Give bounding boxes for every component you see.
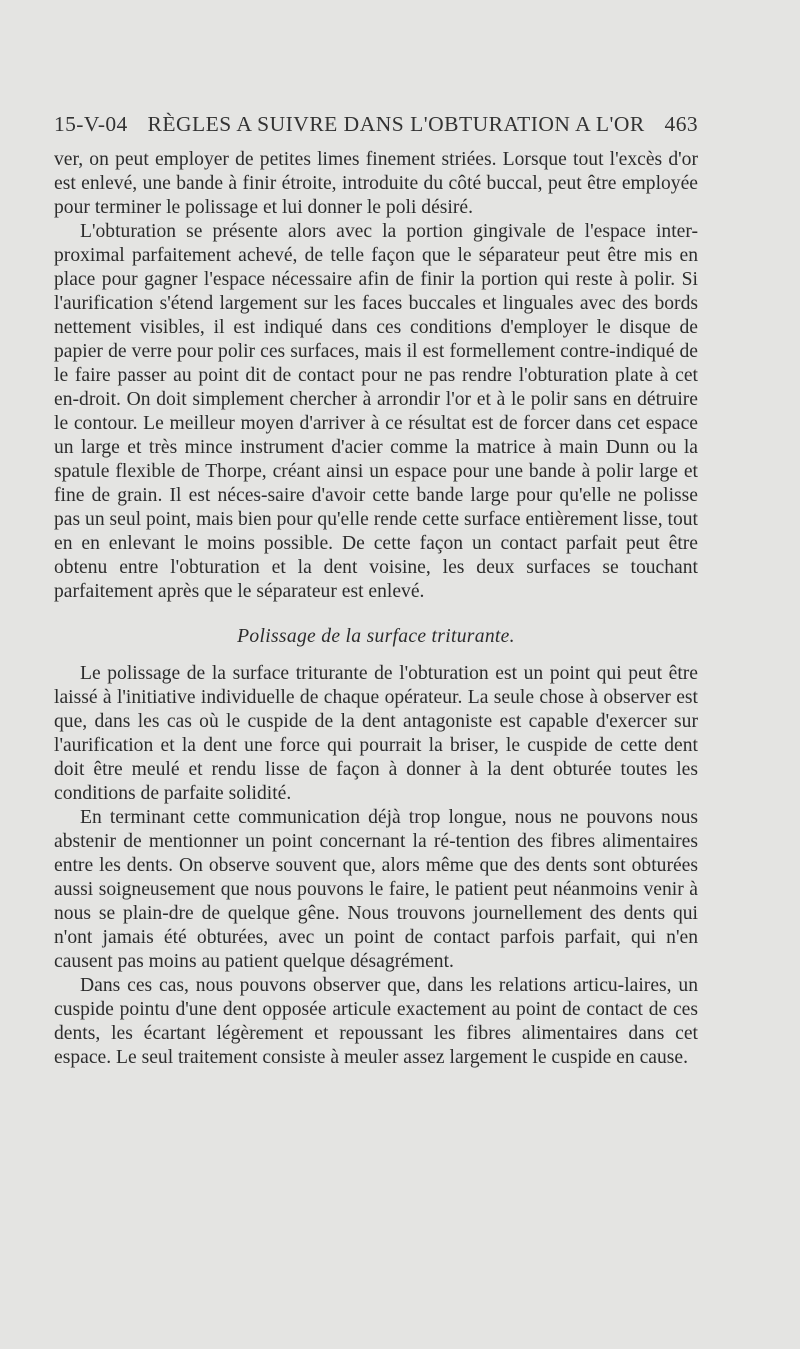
paragraph-1: ver, on peut employer de petites limes finement striées. Lorsque tout l'excès d'or est enlevé, une bande à finir étroite, introduite du côté buccal, peut être employée pour terminer le polissage et lui donner le poli désiré.: [54, 149, 698, 218]
paragraph-5: Dans ces cas, nous pouvons observer que, dans les relations articu-laires, un cuspide pointu d'une dent opposée articule exactement au point de contact de ces dents, les écartant légèrement et repoussant les fibres alimentaires dans cet espace. Le seul traitement consiste à meuler assez largement le cuspide en cause.: [54, 975, 698, 1068]
section-heading: Polissage de la surface triturante.: [237, 626, 515, 647]
paragraph-2: L'obturation se présente alors avec la portion gingivale de l'espace inter-proximal parfaitement achevé, de telle façon que le séparateur peut être mis en place pour gagner l'espace nécessaire afin de finir la portion qui reste à polir. Si l'aurification s'étend largement sur les faces buccales et linguales avec des bords nettement visibles, il est indiqué dans ces conditions d'employer le disque de papier de verre pour polir ces surfaces, mais il est formellement contre-indiqué de le faire passer au point dit de contact pour ne pas rendre l'obturation plate à cet en-droit. On doit simplement chercher à arrondir l'or et à le polir sans en détruire le contour. Le meilleur moyen d'arriver à ce résultat est de forcer dans cet espace un large et très mince instrument d'acier comme la matrice à main Dunn ou la spatule flexible de Thorpe, créant ainsi un espace pour une bande à polir large et fine de grain. Il est néces-saire d'avoir cette bande large pour qu'elle ne polisse pas un seul point, mais bien pour qu'elle rende cette surface entièrement lisse, tout en en enlevant le moins possible. De cette façon un contact parfait peut être obtenu entre l'obturation et la dent voisine, les deux surfaces se touchant parfaitement après que le séparateur est enlevé.: [54, 221, 698, 602]
header-date: 15-V-04: [54, 112, 128, 136]
header-title: RÈGLES A SUIVRE DANS L'OBTURATION A L'OR: [147, 112, 645, 136]
running-header: [54, 112, 698, 137]
page-number: 463: [664, 112, 698, 136]
body-text: [54, 148, 698, 1070]
paragraph-4: En terminant cette communication déjà trop longue, nous ne pouvons nous abstenir de mentionner un point concernant la ré-tention des fibres alimentaires entre les dents. On observe souvent que, alors même que des dents sont obturées aussi soigneusement que nous pouvons le faire, le patient peut néanmoins venir à nous se plain-dre de quelque gêne. Nous trouvons journellement des dents qui n'ont jamais été obturées, avec un point de contact parfois parfait, qui n'en causent pas moins au patient quelque désagrément.: [54, 807, 698, 972]
paragraph-3: Le polissage de la surface triturante de l'obturation est un point qui peut être laissé à l'initiative individuelle de chaque opérateur. La seule chose à observer est que, dans les cas où le cuspide de la dent antagoniste est capable d'exercer sur l'aurification et la dent une force qui pourrait la briser, le cuspide de cette dent doit être meulé et rendu lisse de façon à donner à la dent obturée toutes les conditions de parfaite solidité.: [54, 663, 698, 804]
